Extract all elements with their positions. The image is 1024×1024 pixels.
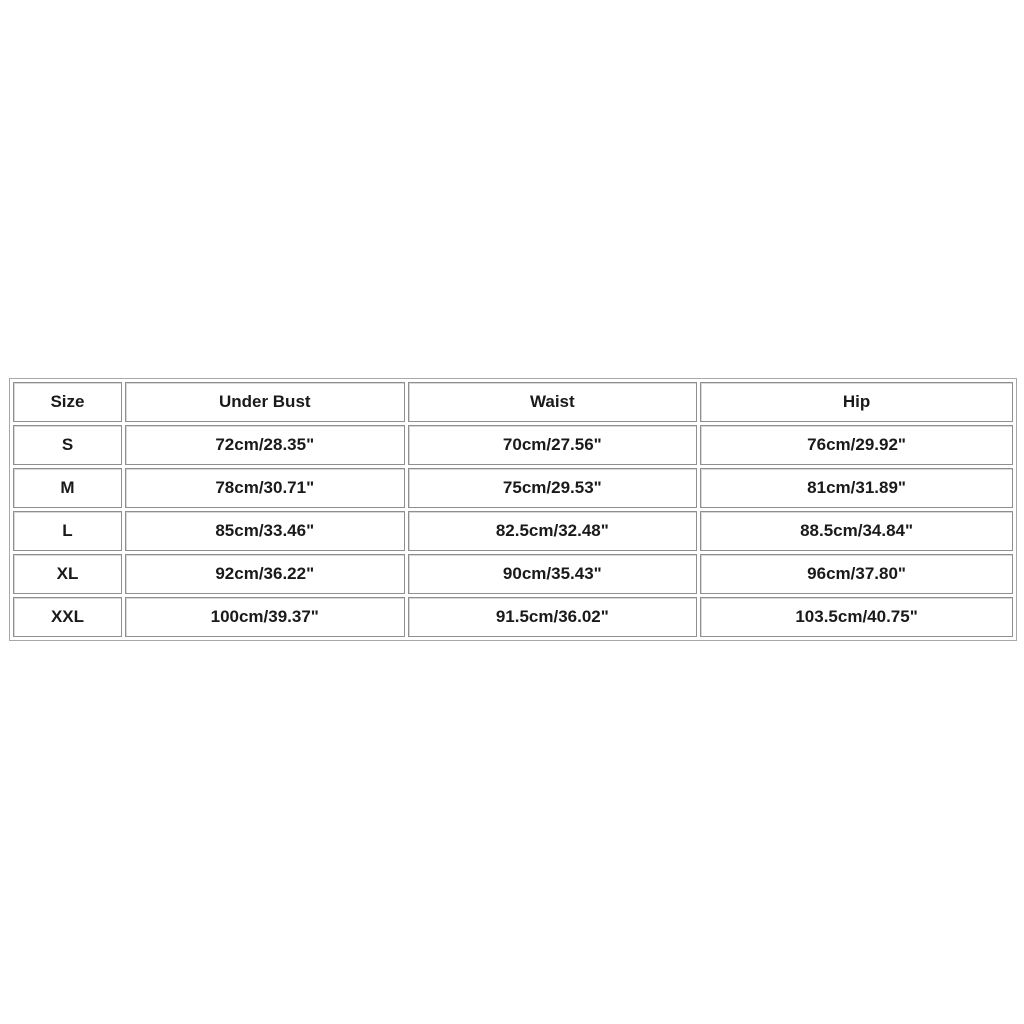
cell-waist: 70cm/27.56"	[408, 425, 698, 465]
table-header-row	[13, 382, 1013, 422]
cell-hip: 103.5cm/40.75"	[700, 597, 1013, 637]
cell-under-bust: 85cm/33.46"	[125, 511, 405, 551]
cell-waist: 75cm/29.53"	[408, 468, 698, 508]
cell-under-bust: 78cm/30.71"	[125, 468, 405, 508]
cell-waist: 82.5cm/32.48"	[408, 511, 698, 551]
cell-size: XL	[13, 554, 122, 594]
cell-under-bust: 72cm/28.35"	[125, 425, 405, 465]
cell-hip: 96cm/37.80"	[700, 554, 1013, 594]
table-row	[13, 511, 1013, 551]
cell-under-bust: 92cm/36.22"	[125, 554, 405, 594]
table-row	[13, 468, 1013, 508]
header-waist: Waist	[408, 382, 698, 422]
header-size: Size	[13, 382, 122, 422]
cell-hip: 81cm/31.89"	[700, 468, 1013, 508]
cell-hip: 88.5cm/34.84"	[700, 511, 1013, 551]
cell-size: M	[13, 468, 122, 508]
cell-size: S	[13, 425, 122, 465]
cell-hip: 76cm/29.92"	[700, 425, 1013, 465]
size-chart-table	[9, 378, 1017, 641]
table-row	[13, 554, 1013, 594]
header-under-bust: Under Bust	[125, 382, 405, 422]
table-row	[13, 597, 1013, 637]
table-row	[13, 425, 1013, 465]
cell-size: L	[13, 511, 122, 551]
cell-waist: 90cm/35.43"	[408, 554, 698, 594]
cell-waist: 91.5cm/36.02"	[408, 597, 698, 637]
header-hip: Hip	[700, 382, 1013, 422]
cell-size: XXL	[13, 597, 122, 637]
cell-under-bust: 100cm/39.37"	[125, 597, 405, 637]
